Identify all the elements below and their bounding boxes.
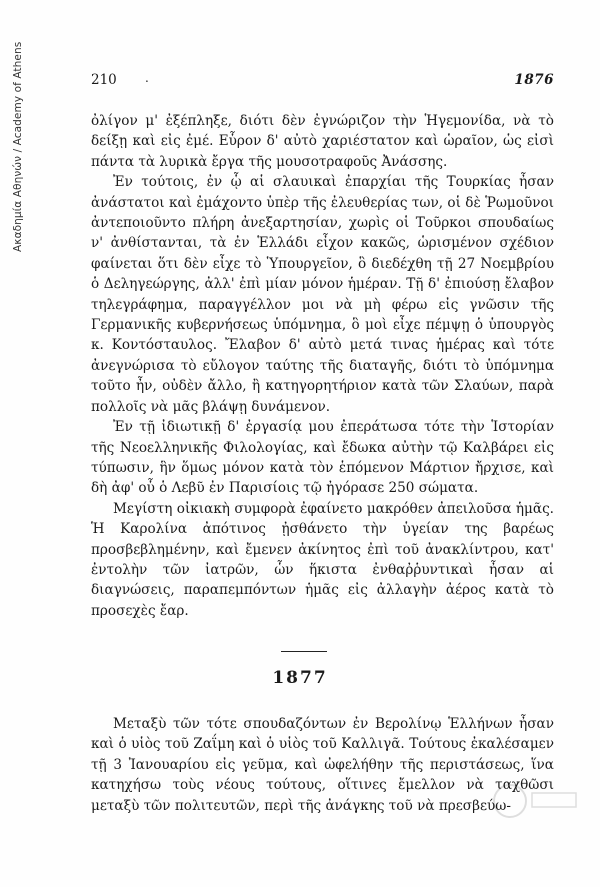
page-header <box>91 72 554 92</box>
page-number: 210 <box>91 72 117 88</box>
header-dot: . <box>145 71 149 85</box>
paragraph: Ἐν τῇ ἰδιωτικῇ δ' ἐργασίᾳ μου ἐπεράτωσα τότε τὴν Ἱστορίαν τῆς Νεοελληνικῆς Φιλολογίας, καὶ ἔδωκα αὐτὴν τῷ Καλβάρει εἰς τύπωσιν, ἣν ὅμως μόνον κατὰ τὸν ἑπόμενον Μάρτιον ἤρχισε, καὶ δὴ ἀφ' οὗ ὁ Λεβῦ ἐν Παρισίοις τῷ ἠγόρασε 250 σώματα. <box>91 419 554 497</box>
paragraph: Μεγίστη οἰκιακὴ συμφορὰ ἐφαίνετο μακρόθεν ἀπειλοῦσα ἡμᾶς. Ἡ Καρολίνα ἀπότινος ᾐσθάνετο τὴν ὑγείαν της βαρέως προσβεβλημένην, καὶ ἔμενεν ἀκίνητος ἐπὶ τοῦ ἀνακλίντρου, κατ' ἐντολὴν τῶν ἰατρῶν, ὧν ἥκιστα ἐνθαῤῥυντικαὶ ἦσαν αἱ διαγνώσεις, παραπεμπόντων ἡμᾶς εἰς ἀλλαγὴν ἀέρος κατὰ τὸ προσεχὲς ἔαρ. <box>91 500 554 619</box>
faint-library-stamp-icon <box>490 771 580 831</box>
section-heading-year: 1877 <box>272 668 328 688</box>
section-divider <box>281 651 327 652</box>
paragraph: Μεταξὺ τῶν τότε σπουδαζόντων ἐν Βερολίνῳ Ἑλλήνων ἦσαν καὶ ὁ υἱὸς τοῦ Ζαΐμη καὶ ὁ υἱὸς τοῦ Καλλιγᾶ. Τούτους ἐκαλέσαμεν τῇ 3 Ἰανουαρίου εἰς γεῦμα, καὶ ὠφελήθην τῆς περιστάσεως, ἵνα κατηχήσω τοὺς νέους τούτους, οἵτινες ἔμελλον νὰ ταχθῶσι μεταξὺ τῶν πολιτευτῶν, περὶ τῆς ἀνάγκης τοῦ νὰ πρεσβεύω- <box>91 716 554 814</box>
archive-watermark-label: Ακαδημία Αθηνών / Academy of Athens <box>12 42 24 253</box>
paragraph: ὀλίγον μ' ἐξέπληξε, διότι δὲν ἐγνώριζον τὴν Ἡγεμονίδα, νὰ τὸ δείξῃ καὶ εἰς ἐμέ. Εὗρον δ' αὐτὸ χαριέστατον καὶ ὡραῖον, ὡς εἰσὶ πάντα τὰ λυρικὰ ἔργα τῆς μουσοτραφοῦς Ἀνάσσης. <box>91 113 554 170</box>
paragraph: Ἐν τούτοις, ἐν ᾧ αἱ σλαυικαὶ ἐπαρχίαι τῆς Τουρκίας ἦσαν ἀνάστατοι καὶ ἐμάχοντο ὑπὲρ τῆς ἐλευθερίας των, οἱ δὲ Ῥωμοῦνοι ἀντεποιοῦντο πλήρη ἀνεξαρτησίαν, χωρὶς οἱ Τοῦρκοι σπουδαίως ν' ἀνθίστανται, τὰ ἐν Ἑλλάδι εἶχον κακῶς, ὡρισμένον σχέδιον φαίνεται ὅτι δὲν εἶχε τὸ Ὑπουργεῖον, ὃ διεδέχθη τῇ 27 Νοεμβρίου ὁ Δεληγεώργης, ἀλλ' ἐπὶ μίαν μόνον ἡμέραν. Τῇ δ' ἐπιούσῃ ἔλαβον τηλεγράφημα, παραγγέλλον μοι νὰ μὴ φέρω εἰς γνῶσιν τῆς Γερμανικῆς κυβερνήσεως ὑπόμνημα, ὃ μοὶ εἶχε πέμψῃ ὁ ὑπουργὸς κ. Κοντόσταυλος. Ἔλαβον δ' αὐτὸ μετά τινας ἡμέρας καὶ τότε ἀνεγνώρισα τὸ εὔλογον ταύτης τῆς διαταγῆς, διότι τὸ ὑπόμνημα τοῦτο ἦν, οὐδὲν ἄλλο, ἢ κατηγορητήριον κατὰ τῶν Σλαύων, παρὰ πολλοῖς νὰ μᾶς βλάψῃ δυνάμενον. <box>91 174 554 415</box>
text-block-bottom <box>91 714 554 816</box>
text-block-top <box>91 111 554 621</box>
running-head-year: 1876 <box>514 72 554 88</box>
